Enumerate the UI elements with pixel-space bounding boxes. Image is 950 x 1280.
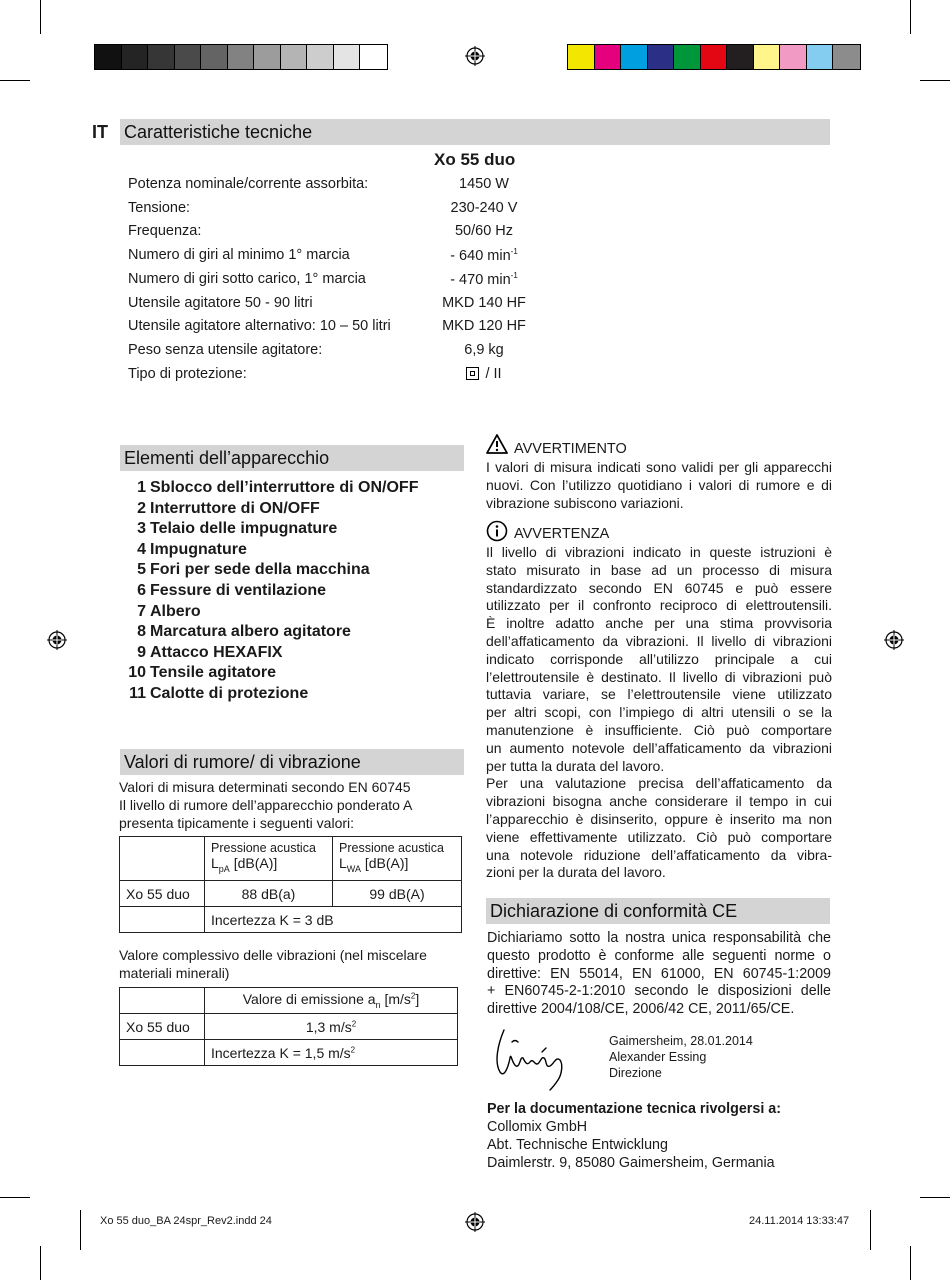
spec-row bbox=[128, 200, 528, 224]
color-swatch bbox=[780, 45, 807, 69]
section-title-specs: Caratteristiche tecniche bbox=[120, 119, 830, 145]
list-item bbox=[118, 685, 418, 706]
color-swatch bbox=[254, 45, 281, 69]
spec-value: 50/60 Hz bbox=[454, 223, 514, 240]
registration-mark-icon bbox=[465, 1212, 485, 1232]
text-line: Il livello di rumore dell’apparecchio ponderato A bbox=[119, 796, 413, 813]
spec-label: Numero di giri al minimo 1° marcia bbox=[128, 247, 350, 264]
color-swatch bbox=[175, 45, 202, 69]
warning-text bbox=[486, 459, 832, 512]
documentation-contact bbox=[487, 1100, 781, 1172]
item-number: 11 bbox=[129, 684, 146, 702]
item-number: 1 bbox=[137, 479, 146, 496]
color-swatch bbox=[701, 45, 728, 69]
vibration-table bbox=[119, 987, 458, 1066]
crop-mark bbox=[0, 1197, 30, 1198]
elements-list bbox=[118, 479, 418, 706]
color-bars bbox=[567, 44, 861, 70]
noise-table bbox=[119, 836, 462, 933]
row-label: Xo 55 duo bbox=[120, 1014, 205, 1040]
list-item bbox=[118, 644, 418, 665]
text-line: per tutta la durata del lavoro. bbox=[486, 757, 665, 774]
list-item bbox=[118, 582, 418, 603]
list-item bbox=[118, 664, 418, 685]
crop-mark bbox=[920, 1197, 950, 1198]
item-text: Attacco HEXAFIX bbox=[150, 643, 283, 661]
item-number: 2 bbox=[137, 499, 146, 517]
color-swatch bbox=[360, 45, 387, 69]
color-swatch bbox=[833, 45, 860, 69]
text-line: + EN60745-2-1:2010 secondo le disposizioni delle bbox=[487, 983, 831, 1000]
text-line: zioni per la durata del lavoro. bbox=[486, 864, 666, 881]
address-line: Abt. Technische Entwicklung bbox=[487, 1137, 668, 1153]
crop-mark bbox=[80, 1210, 81, 1250]
crop-mark bbox=[0, 80, 30, 81]
spec-row bbox=[128, 318, 528, 342]
text-line: questo prodotto è conforme alle seguenti norme o bbox=[487, 947, 831, 964]
list-item bbox=[118, 479, 418, 500]
section-title-noise: Valori di rumore/ di vibrazione bbox=[120, 749, 464, 775]
color-swatch bbox=[807, 45, 834, 69]
protection-class-icon bbox=[466, 367, 479, 380]
col-unit: $L_{WA}$ [dB(A)] bbox=[339, 854, 409, 874]
conformity-text bbox=[487, 930, 831, 1019]
item-number: 3 bbox=[137, 520, 146, 538]
spec-label: Frequenza: bbox=[128, 223, 202, 240]
list-item bbox=[118, 520, 418, 541]
noise-value-1: 88 dB(a) bbox=[205, 881, 333, 907]
list-item bbox=[118, 623, 418, 644]
vibration-header: Valore di emissione $a_n$ $[m/s^2]$ bbox=[205, 988, 458, 1014]
item-text: Impugnature bbox=[150, 540, 247, 558]
vibration-value: 1,3 $m/s^2$ bbox=[205, 1014, 458, 1040]
text-line: utilizzato per il confronto reciproco di elettroutensili. bbox=[486, 597, 832, 614]
color-swatch bbox=[148, 45, 175, 69]
spec-value: - 470 $\min^{-1}$ bbox=[450, 270, 518, 288]
color-swatch bbox=[727, 45, 754, 69]
registration-mark-icon bbox=[465, 46, 485, 66]
spec-row bbox=[128, 247, 528, 271]
list-item bbox=[118, 541, 418, 562]
crop-mark bbox=[920, 80, 950, 81]
spec-value: MKD 140 HF bbox=[442, 294, 526, 311]
color-swatch bbox=[595, 45, 622, 69]
address-line: Daimlerstr. 9, 85080 Gaimersheim, Germania bbox=[487, 1155, 775, 1171]
text-line: stato misurato in base ad un processo di misura bbox=[486, 561, 832, 578]
language-code: IT bbox=[92, 122, 108, 142]
empty-cell bbox=[120, 1040, 205, 1066]
text-line: vibrazione subiscono variazioni. bbox=[486, 494, 684, 511]
crop-mark bbox=[40, 0, 41, 34]
spec-row bbox=[128, 176, 528, 200]
item-number: 6 bbox=[137, 581, 146, 599]
crop-mark bbox=[910, 0, 911, 34]
text-line: indicato corrisponde all’utilizzo principale a cui bbox=[486, 650, 832, 667]
text-line: tuttavia variare, se l’elettroutensile viene utilizzato bbox=[486, 686, 832, 703]
item-text: Tensile agitatore bbox=[150, 664, 276, 682]
noise-col1-header bbox=[205, 837, 333, 881]
text-line: presenta tipicamente i seguenti valori: bbox=[119, 814, 355, 831]
color-swatch bbox=[228, 45, 255, 69]
item-text: Albero bbox=[150, 602, 201, 620]
empty-cell bbox=[120, 907, 205, 933]
registration-mark-icon bbox=[884, 630, 904, 650]
text-line: direttive: EN 55014, EN 61000, EN 60745-1:2009 bbox=[487, 965, 831, 982]
vibration-intro bbox=[119, 947, 464, 983]
spec-row bbox=[128, 295, 528, 319]
text-line: Valore complessivo delle vibrazioni (nel miscelare bbox=[119, 947, 427, 963]
item-text: Interruttore di ON/OFF bbox=[150, 499, 320, 517]
spec-row bbox=[128, 342, 528, 366]
spec-row bbox=[128, 271, 528, 295]
text-line: Valori di misura determinati secondo EN 60745 bbox=[119, 779, 411, 795]
text-line: dell’affaticamento da vibrazioni. Il livello di vibrazioni bbox=[486, 632, 832, 649]
noise-value-2: 99 dB(A) bbox=[333, 881, 462, 907]
notice-title: AVVERTENZA bbox=[514, 526, 610, 542]
signer-name: Alexander Essing bbox=[609, 1050, 707, 1064]
text-line: Dichiariamo sotto la nostra unica responsabilità che bbox=[487, 930, 831, 946]
grayscale-bars bbox=[94, 44, 388, 70]
spec-value: 230-240 V bbox=[450, 199, 518, 216]
text-line: una notevole riduzione dell’affaticamento da vibra- bbox=[486, 846, 832, 863]
empty-cell bbox=[120, 988, 205, 1014]
text-line: nuovi. Con l’utilizzo quotidiano i valori di rumore e di bbox=[486, 476, 832, 493]
text-line: manutenzione è insufficiente. Ciò può comportare bbox=[486, 721, 832, 738]
text-line: viene effettivamente utilizzato. Ciò può comportare bbox=[486, 828, 832, 845]
text-line: Per una valutazione precisa dell’affaticamento da bbox=[486, 775, 832, 792]
item-number: 8 bbox=[137, 623, 146, 641]
list-item bbox=[118, 561, 418, 582]
spec-label: Tensione: bbox=[128, 199, 191, 216]
text-line: I valori di misura indicati sono validi per gli apparecchi bbox=[486, 459, 832, 475]
crop-mark bbox=[870, 1210, 871, 1250]
noise-col2-header bbox=[333, 837, 462, 881]
list-item bbox=[118, 603, 418, 624]
spec-row bbox=[128, 223, 528, 247]
color-swatch bbox=[621, 45, 648, 69]
color-swatch bbox=[648, 45, 675, 69]
spec-model: Xo 55 duo bbox=[434, 150, 516, 169]
notice-text bbox=[486, 544, 832, 882]
item-text: Calotte di protezione bbox=[150, 684, 309, 702]
crop-mark bbox=[910, 1246, 911, 1280]
spec-label: Utensile agitatore 50 - 90 litri bbox=[128, 294, 313, 311]
color-swatch bbox=[568, 45, 595, 69]
spec-label: Numero di giri sotto carico, 1° marcia bbox=[128, 270, 366, 287]
info-icon bbox=[486, 520, 508, 542]
text-line: vibrazioni bisogna anche considerare il tempo in cui bbox=[486, 793, 832, 810]
color-swatch bbox=[754, 45, 781, 69]
text-line: È inoltre adatto anche per una stima provvisoria bbox=[486, 615, 832, 632]
crop-mark bbox=[40, 1246, 41, 1280]
item-number: 10 bbox=[128, 664, 146, 682]
item-text: Telaio delle impugnature bbox=[150, 520, 338, 538]
text-line: l’apparecchio è disinserito, oppure è inserito ma non bbox=[486, 810, 832, 827]
address-line: Collomix GmbH bbox=[487, 1119, 588, 1135]
color-swatch bbox=[122, 45, 149, 69]
row-label: Xo 55 duo bbox=[120, 881, 205, 907]
item-text: Sblocco dell’interruttore di ON/OFF bbox=[150, 479, 419, 496]
item-text: Fessure di ventilazione bbox=[150, 581, 327, 599]
spec-label: Potenza nominale/corrente assorbita: bbox=[128, 176, 369, 192]
text-line: direttive 2004/108/CE, 2006/42 CE, 2011/65/CE. bbox=[487, 1001, 795, 1018]
text-line: materiali minerali) bbox=[119, 964, 230, 981]
text-line: per altri scopi, con l’impiego di altri utensili o se la bbox=[486, 704, 832, 721]
spec-value: MKD 120 HF bbox=[442, 318, 526, 335]
spec-row bbox=[128, 366, 528, 390]
spec-label: Tipo di protezione: bbox=[128, 365, 247, 382]
col-title: Pressione acustica bbox=[211, 840, 316, 855]
item-text: Marcatura albero agitatore bbox=[150, 623, 351, 641]
signature-block bbox=[609, 1033, 753, 1081]
color-swatch bbox=[674, 45, 701, 69]
spec-label: Peso senza utensile agitatore: bbox=[128, 341, 323, 358]
spec-value: / II bbox=[428, 366, 540, 382]
text-line: un aumento notevole dell’affaticamento da vibrazioni bbox=[486, 739, 832, 756]
color-swatch bbox=[201, 45, 228, 69]
signer-role: Direzione bbox=[609, 1066, 662, 1080]
item-number: 5 bbox=[137, 561, 146, 579]
footer-file: Xo 55 duo_BA 24spr_Rev2.indd 24 bbox=[100, 1215, 272, 1227]
text-line: standardizzato secondo EN 60745 e può essere bbox=[486, 579, 832, 596]
item-number: 9 bbox=[137, 643, 146, 661]
registration-mark-icon bbox=[47, 630, 67, 650]
noise-intro bbox=[119, 779, 464, 832]
section-title-elements: Elementi dell’apparecchio bbox=[120, 445, 464, 471]
text-line: l’elettroutensile è destinato. Il livello di vibrazioni può bbox=[486, 668, 832, 685]
spec-label: Utensile agitatore alternativo: 10 – 50 litri bbox=[128, 318, 391, 335]
list-item bbox=[118, 500, 418, 521]
footer-datetime: 24.11.2014 13:33:47 bbox=[749, 1215, 850, 1227]
item-number: 7 bbox=[137, 602, 146, 620]
spec-value: - 640 $\min^{-1}$ bbox=[450, 247, 518, 264]
noise-uncertainty: Incertezza K = 3 dB bbox=[205, 907, 462, 933]
section-title-conformity: Dichiarazione di conformità CE bbox=[486, 898, 830, 924]
color-swatch bbox=[307, 45, 334, 69]
color-swatch bbox=[334, 45, 361, 69]
col-unit: $L_{pA}$ [dB(A)] bbox=[211, 854, 278, 874]
notice-heading bbox=[486, 520, 609, 542]
col-title: Pressione acustica bbox=[339, 840, 444, 855]
item-text: Fori per sede della macchina bbox=[150, 561, 370, 579]
warning-heading bbox=[486, 434, 627, 457]
color-swatch bbox=[281, 45, 308, 69]
vibration-uncertainty: Incertezza K = 1,5 $m/s^2$ bbox=[205, 1040, 458, 1066]
signature bbox=[490, 1022, 580, 1092]
place-date: Gaimersheim, 28.01.2014 bbox=[609, 1034, 753, 1048]
warning-triangle-icon bbox=[486, 434, 508, 454]
color-swatch bbox=[95, 45, 122, 69]
documentation-title: Per la documentazione tecnica rivolgersi a: bbox=[487, 1101, 781, 1117]
warning-title: AVVERTIMENTO bbox=[514, 441, 627, 457]
item-number: 4 bbox=[137, 540, 146, 558]
empty-cell bbox=[120, 837, 205, 881]
text-line: Il livello di vibrazioni indicato in queste istruzioni è bbox=[486, 544, 832, 560]
spec-value: 1450 W bbox=[459, 176, 509, 192]
spec-value: 6,9 kg bbox=[464, 341, 504, 358]
